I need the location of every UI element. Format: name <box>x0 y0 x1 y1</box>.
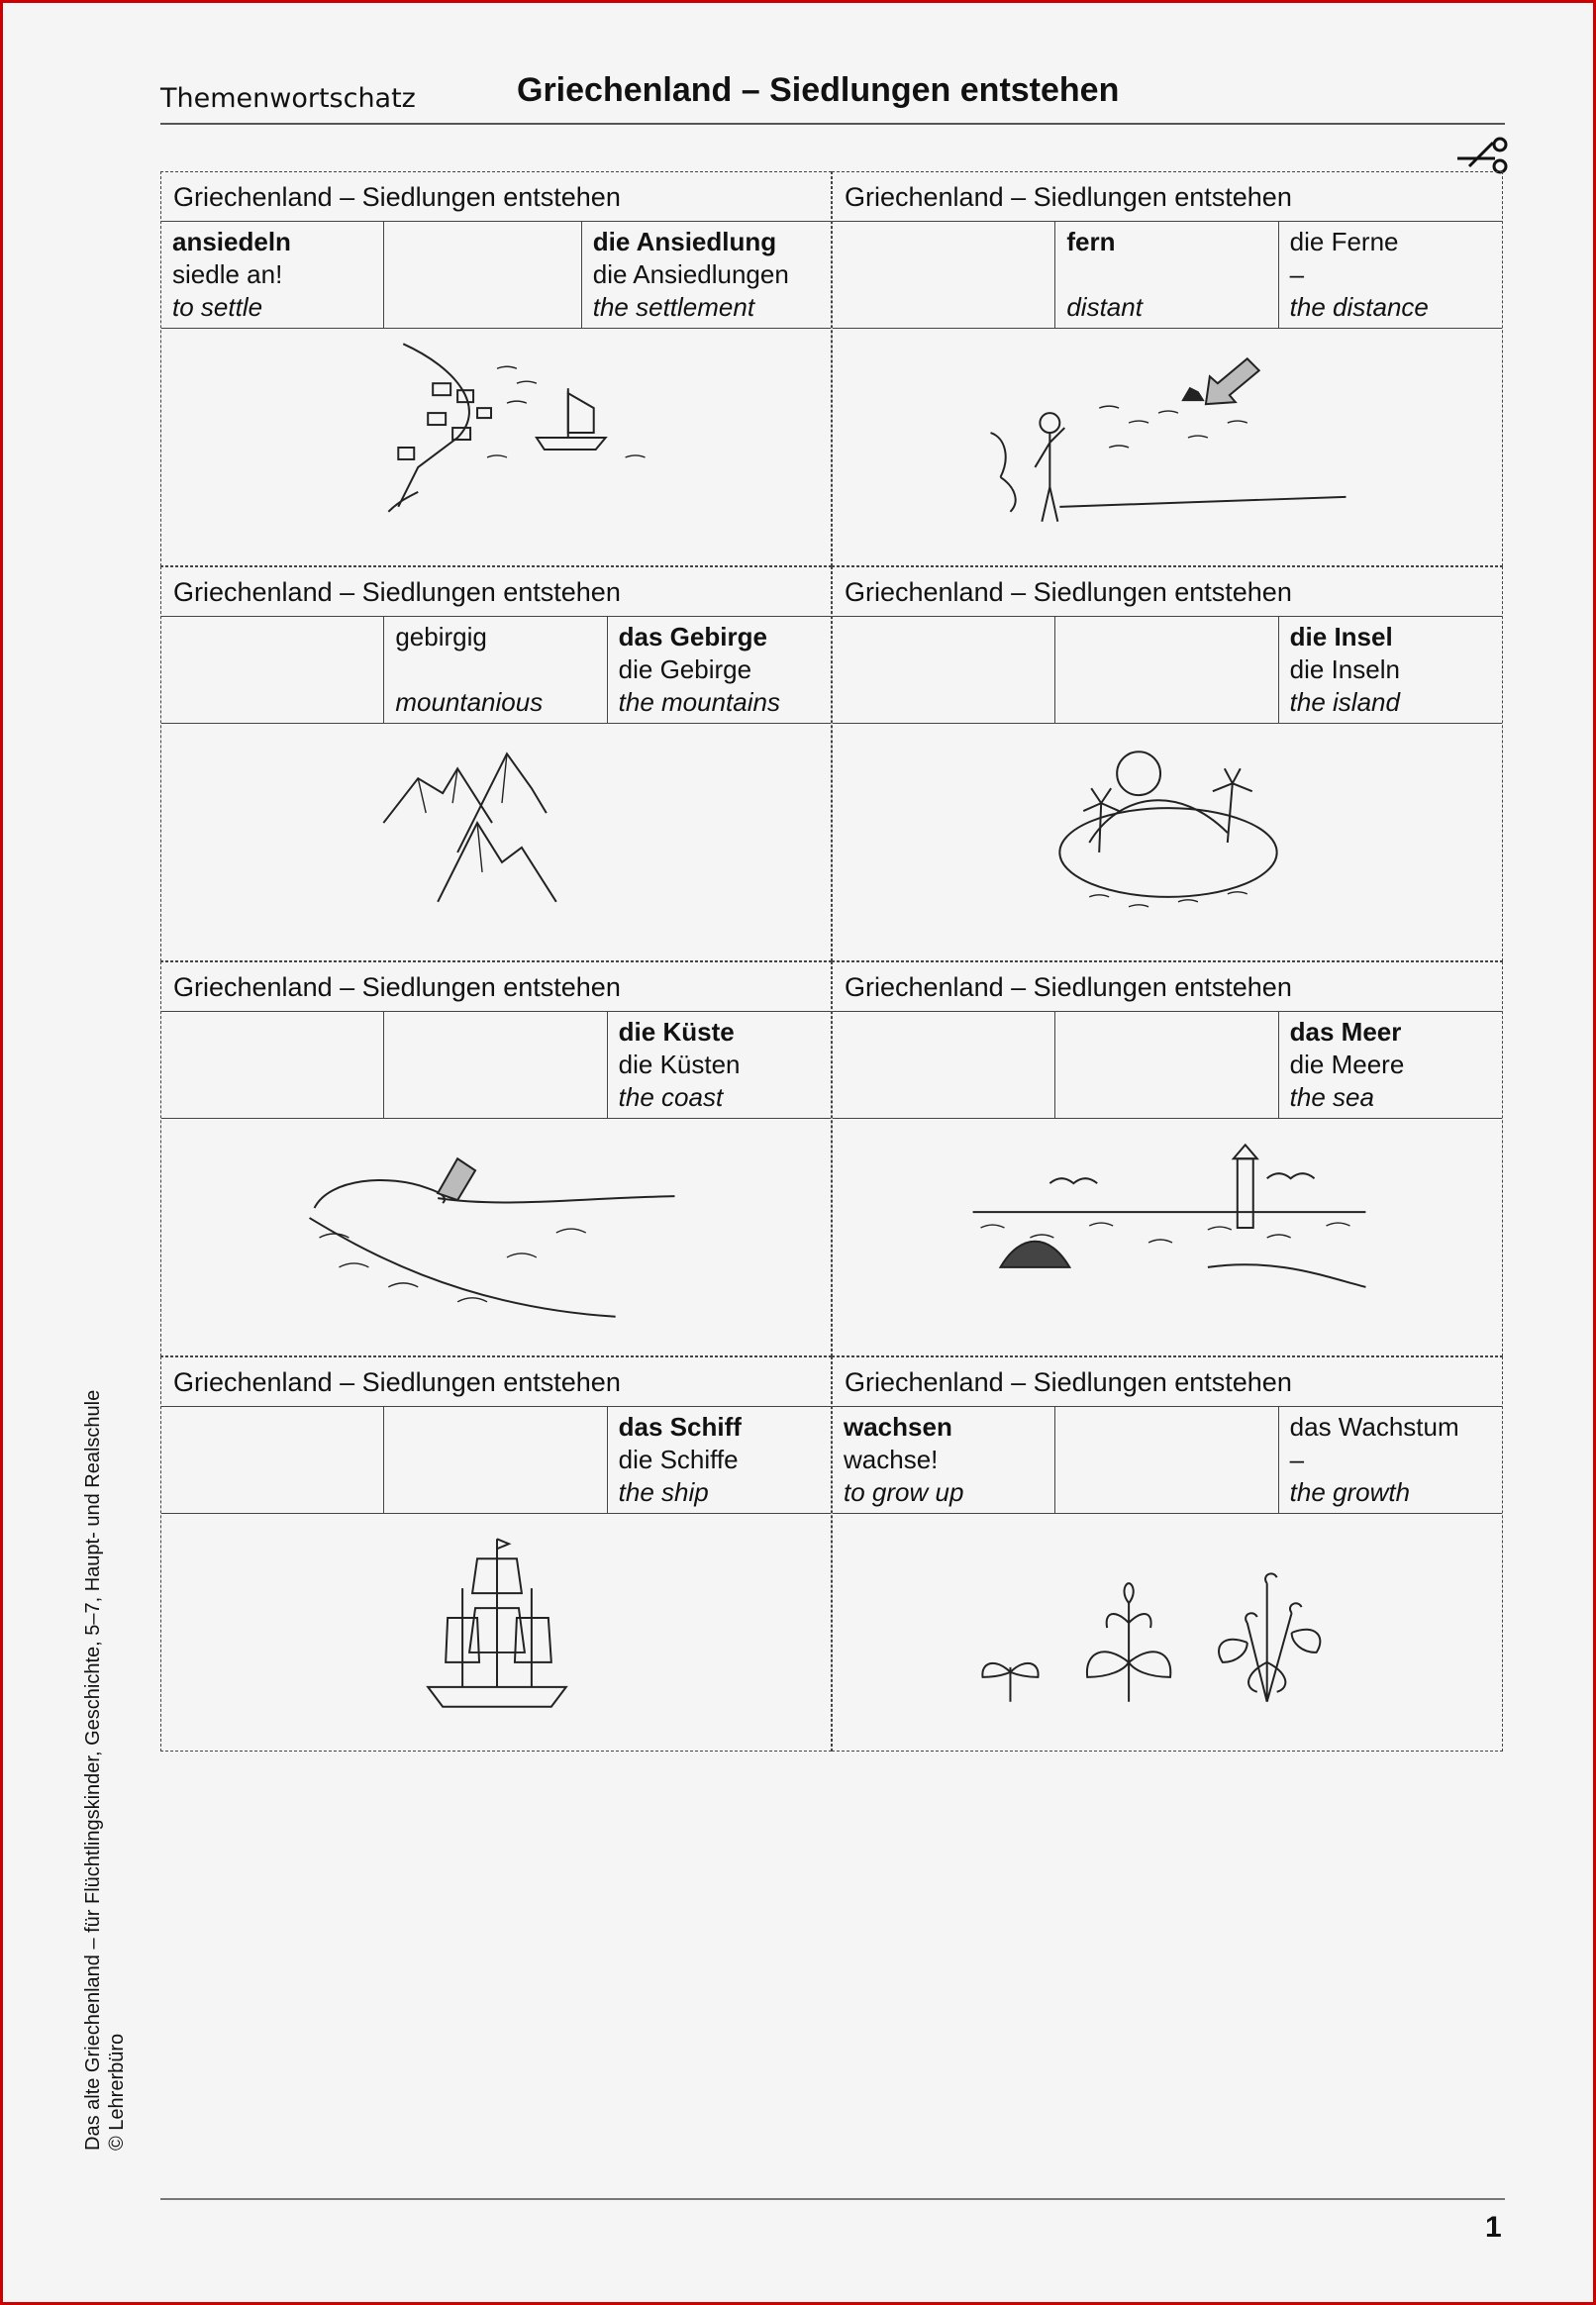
verb-cell <box>161 222 383 328</box>
plural: die Ansiedlungen <box>592 259 789 289</box>
adjective-cell <box>383 222 580 328</box>
vocabulary-card-grid <box>160 171 1503 1752</box>
translation: the distance <box>1289 292 1429 322</box>
plural: die Meere <box>1289 1050 1405 1079</box>
noun: das Meer <box>1289 1017 1402 1047</box>
card-title: Griechenland – Siedlungen entstehen <box>833 962 1502 1012</box>
card-title: Griechenland – Siedlungen entstehen <box>161 1357 831 1407</box>
plural: – <box>1289 1445 1305 1474</box>
plural: die Küsten <box>618 1050 741 1079</box>
card-title: Griechenland – Siedlungen entstehen <box>161 567 831 617</box>
adjective-cell <box>383 1012 606 1118</box>
verb-cell <box>833 1407 1054 1513</box>
noun-cell <box>1278 617 1502 723</box>
translation: the growth <box>1289 1477 1411 1507</box>
translation: the coast <box>618 1082 724 1112</box>
settlement-illustration <box>161 329 831 565</box>
word-row <box>833 617 1502 724</box>
header-divider <box>160 123 1505 125</box>
scissors-icon <box>1455 137 1509 176</box>
noun-cell <box>1278 1012 1502 1118</box>
translation: mountanious <box>395 687 544 717</box>
mountains-illustration <box>161 724 831 960</box>
word-row <box>161 222 831 329</box>
translation: to grow up <box>844 1477 964 1507</box>
page-title: Griechenland – Siedlungen entstehen <box>517 71 1120 109</box>
verb-cell <box>161 1407 383 1513</box>
noun-cell <box>607 617 831 723</box>
word-row <box>161 1407 831 1514</box>
adjective-cell <box>383 1407 606 1513</box>
copyright: © Lehrerbüro <box>106 2033 128 2151</box>
card-title: Griechenland – Siedlungen entstehen <box>833 172 1502 222</box>
card-gebirge <box>160 566 832 961</box>
noun: das Wachstum <box>1289 1412 1459 1442</box>
card-kueste <box>160 961 832 1356</box>
noun-cell <box>607 1407 831 1513</box>
verb-cell <box>161 617 383 723</box>
noun-cell <box>1278 222 1502 328</box>
noun-cell <box>607 1012 831 1118</box>
translation: the ship <box>618 1477 709 1507</box>
island-illustration <box>833 724 1502 960</box>
noun: das Schiff <box>618 1412 742 1442</box>
adjective-cell <box>383 617 606 723</box>
noun: die Insel <box>1289 622 1393 651</box>
card-title: Griechenland – Siedlungen entstehen <box>161 962 831 1012</box>
adjective: fern <box>1066 227 1116 256</box>
verb-cell <box>833 617 1054 723</box>
adjective: gebirgig <box>395 622 487 651</box>
word-row <box>833 1012 1502 1119</box>
word-row <box>161 617 831 724</box>
book-title: Das alte Griechenland – für Flüchtlingskinder, Geschichte, 5–7, Haupt- und Realschule <box>82 1389 104 2151</box>
section-label: Themenwortschatz <box>160 83 416 114</box>
noun: die Ferne <box>1289 227 1399 256</box>
adjective-cell <box>1054 617 1277 723</box>
growth-illustration <box>833 1514 1502 1751</box>
card-title: Griechenland – Siedlungen entstehen <box>161 172 831 222</box>
translation: to settle <box>172 292 263 322</box>
imperative: siedle an! <box>172 259 283 289</box>
translation: distant <box>1066 292 1143 322</box>
plural: die Schiffe <box>618 1445 739 1474</box>
word-row <box>833 222 1502 329</box>
card-title: Griechenland – Siedlungen entstehen <box>833 1357 1502 1407</box>
word-row <box>833 1407 1502 1514</box>
verb: ansiedeln <box>172 227 291 256</box>
noun-cell <box>581 222 831 328</box>
coast-illustration <box>161 1119 831 1355</box>
translation: the mountains <box>618 687 780 717</box>
imperative: wachse! <box>844 1445 939 1474</box>
publisher-note <box>81 1390 129 2151</box>
noun: die Küste <box>618 1017 735 1047</box>
translation: the sea <box>1289 1082 1374 1112</box>
verb-cell <box>833 222 1054 328</box>
translation: the settlement <box>592 292 755 322</box>
plural: – <box>1289 259 1305 289</box>
plural: die Gebirge <box>618 654 752 684</box>
card-ansiedeln <box>160 171 832 566</box>
card-meer <box>832 961 1503 1356</box>
sea-illustration <box>833 1119 1502 1355</box>
translation: the island <box>1289 687 1400 717</box>
adjective-cell <box>1054 1407 1277 1513</box>
plural: die Inseln <box>1289 654 1400 684</box>
adjective-cell <box>1054 222 1277 328</box>
verb: wachsen <box>844 1412 952 1442</box>
noun-cell <box>1278 1407 1502 1513</box>
noun: das Gebirge <box>618 622 767 651</box>
verb-cell <box>161 1012 383 1118</box>
distance-illustration <box>833 329 1502 565</box>
card-title: Griechenland – Siedlungen entstehen <box>833 567 1502 617</box>
card-insel <box>832 566 1503 961</box>
card-fern <box>832 171 1503 566</box>
page-number: 1 <box>1485 2211 1502 2244</box>
verb-cell <box>833 1012 1054 1118</box>
ship-illustration <box>161 1514 831 1751</box>
card-schiff <box>160 1356 832 1752</box>
adjective-cell <box>1054 1012 1277 1118</box>
card-wachsen <box>832 1356 1503 1752</box>
footer-divider <box>160 2198 1505 2200</box>
noun: die Ansiedlung <box>592 227 777 256</box>
word-row <box>161 1012 831 1119</box>
